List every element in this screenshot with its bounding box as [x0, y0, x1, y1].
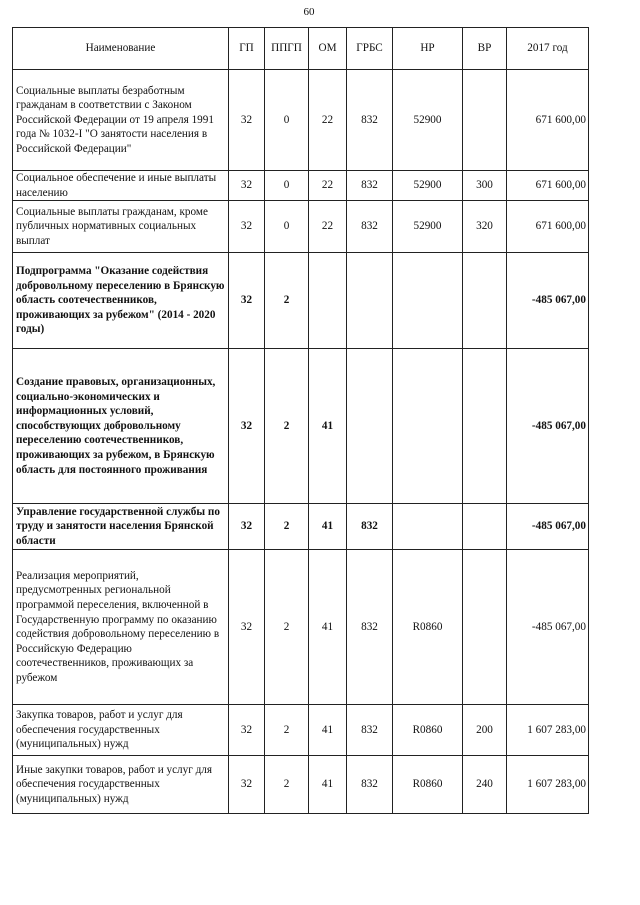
- row-grbs-cell: 832: [347, 550, 393, 705]
- row-gp-cell: 32: [229, 253, 265, 349]
- table-row: [13, 705, 589, 756]
- row-gp-cell: 32: [229, 349, 265, 504]
- row-gp-cell: 32: [229, 504, 265, 550]
- row-om-cell: 22: [309, 201, 347, 253]
- table-row: [13, 253, 589, 349]
- row-nr-cell: [393, 253, 463, 349]
- row-vr-cell: 240: [463, 756, 507, 814]
- row-vr-cell: [463, 550, 507, 705]
- row-name-cell: Подпрограмма "Оказание содействия добровольному переселению в Брянскую область соотечественников, проживающих за рубежом" (2014 - 2020 годы): [13, 253, 229, 349]
- row-amount-cell: -485 067,00: [507, 504, 589, 550]
- row-grbs-cell: 832: [347, 70, 393, 171]
- row-gp-cell: 32: [229, 70, 265, 171]
- row-amount-cell: -485 067,00: [507, 349, 589, 504]
- row-ppgp-cell: 0: [265, 201, 309, 253]
- row-nr-cell: R0860: [393, 550, 463, 705]
- row-ppgp-cell: 0: [265, 171, 309, 201]
- row-om-cell: 41: [309, 756, 347, 814]
- row-name-cell: Создание правовых, организационных, социально-экономических и информационных условий, способствующих добровольному переселению соотечественников, проживающих за рубежом, в Брянскую область для постоянного проживания: [13, 349, 229, 504]
- row-gp-cell: 32: [229, 550, 265, 705]
- row-name-cell: Социальные выплаты гражданам, кроме публичных нормативных социальных выплат: [13, 201, 229, 253]
- row-amount-cell: 1 607 283,00: [507, 705, 589, 756]
- row-ppgp-cell: 2: [265, 349, 309, 504]
- row-nr-cell: 52900: [393, 201, 463, 253]
- table-body: [13, 70, 589, 814]
- header-nr: НР: [393, 28, 463, 70]
- row-nr-cell: R0860: [393, 705, 463, 756]
- row-nr-cell: R0860: [393, 756, 463, 814]
- row-amount-cell: 671 600,00: [507, 201, 589, 253]
- row-vr-cell: [463, 349, 507, 504]
- row-ppgp-cell: 2: [265, 504, 309, 550]
- row-om-cell: [309, 253, 347, 349]
- row-vr-cell: [463, 504, 507, 550]
- row-amount-cell: 671 600,00: [507, 70, 589, 171]
- row-name-cell: Социальное обеспечение и иные выплаты населению: [13, 171, 229, 201]
- row-ppgp-cell: 0: [265, 70, 309, 171]
- row-gp-cell: 32: [229, 171, 265, 201]
- header-gp: ГП: [229, 28, 265, 70]
- row-nr-cell: [393, 349, 463, 504]
- row-grbs-cell: 832: [347, 171, 393, 201]
- row-amount-cell: -485 067,00: [507, 253, 589, 349]
- header-ppgp: ППГП: [265, 28, 309, 70]
- row-ppgp-cell: 2: [265, 253, 309, 349]
- page-number: 60: [303, 6, 315, 18]
- table-header-row: [13, 28, 589, 70]
- row-grbs-cell: 832: [347, 201, 393, 253]
- header-year: 2017 год: [507, 28, 589, 70]
- row-vr-cell: 200: [463, 705, 507, 756]
- row-vr-cell: [463, 253, 507, 349]
- row-ppgp-cell: 2: [265, 705, 309, 756]
- row-gp-cell: 32: [229, 756, 265, 814]
- row-name-cell: Социальные выплаты безработным гражданам в соответствии с Законом Российской Федерации от 19 апреля 1991 года № 1032-I "О занятости населения в Российской Федерации": [13, 70, 229, 171]
- table-row: [13, 70, 589, 171]
- header-om: ОМ: [309, 28, 347, 70]
- row-om-cell: 41: [309, 550, 347, 705]
- row-nr-cell: 52900: [393, 171, 463, 201]
- header-vr: ВР: [463, 28, 507, 70]
- row-name-cell: Реализация мероприятий, предусмотренных региональной программой переселения, включенной в Государственную программу по оказанию содействия добровольному переселению в Российскую Федерацию соотечественников, проживающих за рубежом: [13, 550, 229, 705]
- row-vr-cell: 300: [463, 171, 507, 201]
- header-grbs: ГРБС: [347, 28, 393, 70]
- budget-table: [12, 27, 589, 814]
- row-gp-cell: 32: [229, 705, 265, 756]
- row-gp-cell: 32: [229, 201, 265, 253]
- row-ppgp-cell: 2: [265, 756, 309, 814]
- header-name: Наименование: [13, 28, 229, 70]
- row-amount-cell: 1 607 283,00: [507, 756, 589, 814]
- row-om-cell: 41: [309, 349, 347, 504]
- table-row: [13, 504, 589, 550]
- row-grbs-cell: 832: [347, 504, 393, 550]
- row-nr-cell: 52900: [393, 70, 463, 171]
- row-nr-cell: [393, 504, 463, 550]
- row-vr-cell: [463, 70, 507, 171]
- row-grbs-cell: [347, 349, 393, 504]
- row-om-cell: 41: [309, 705, 347, 756]
- row-grbs-cell: [347, 253, 393, 349]
- row-amount-cell: 671 600,00: [507, 171, 589, 201]
- row-om-cell: 22: [309, 70, 347, 171]
- table-row: [13, 201, 589, 253]
- row-amount-cell: -485 067,00: [507, 550, 589, 705]
- table-row: [13, 756, 589, 814]
- row-ppgp-cell: 2: [265, 550, 309, 705]
- row-vr-cell: 320: [463, 201, 507, 253]
- table-row: [13, 550, 589, 705]
- row-name-cell: Закупка товаров, работ и услуг для обеспечения государственных (муниципальных) нужд: [13, 705, 229, 756]
- table-row: [13, 171, 589, 201]
- row-name-cell: Иные закупки товаров, работ и услуг для обеспечения государственных (муниципальных) нужд: [13, 756, 229, 814]
- row-name-cell: Управление государственной службы по труду и занятости населения Брянской области: [13, 504, 229, 550]
- row-grbs-cell: 832: [347, 756, 393, 814]
- row-om-cell: 41: [309, 504, 347, 550]
- table-row: [13, 349, 589, 504]
- row-grbs-cell: 832: [347, 705, 393, 756]
- row-om-cell: 22: [309, 171, 347, 201]
